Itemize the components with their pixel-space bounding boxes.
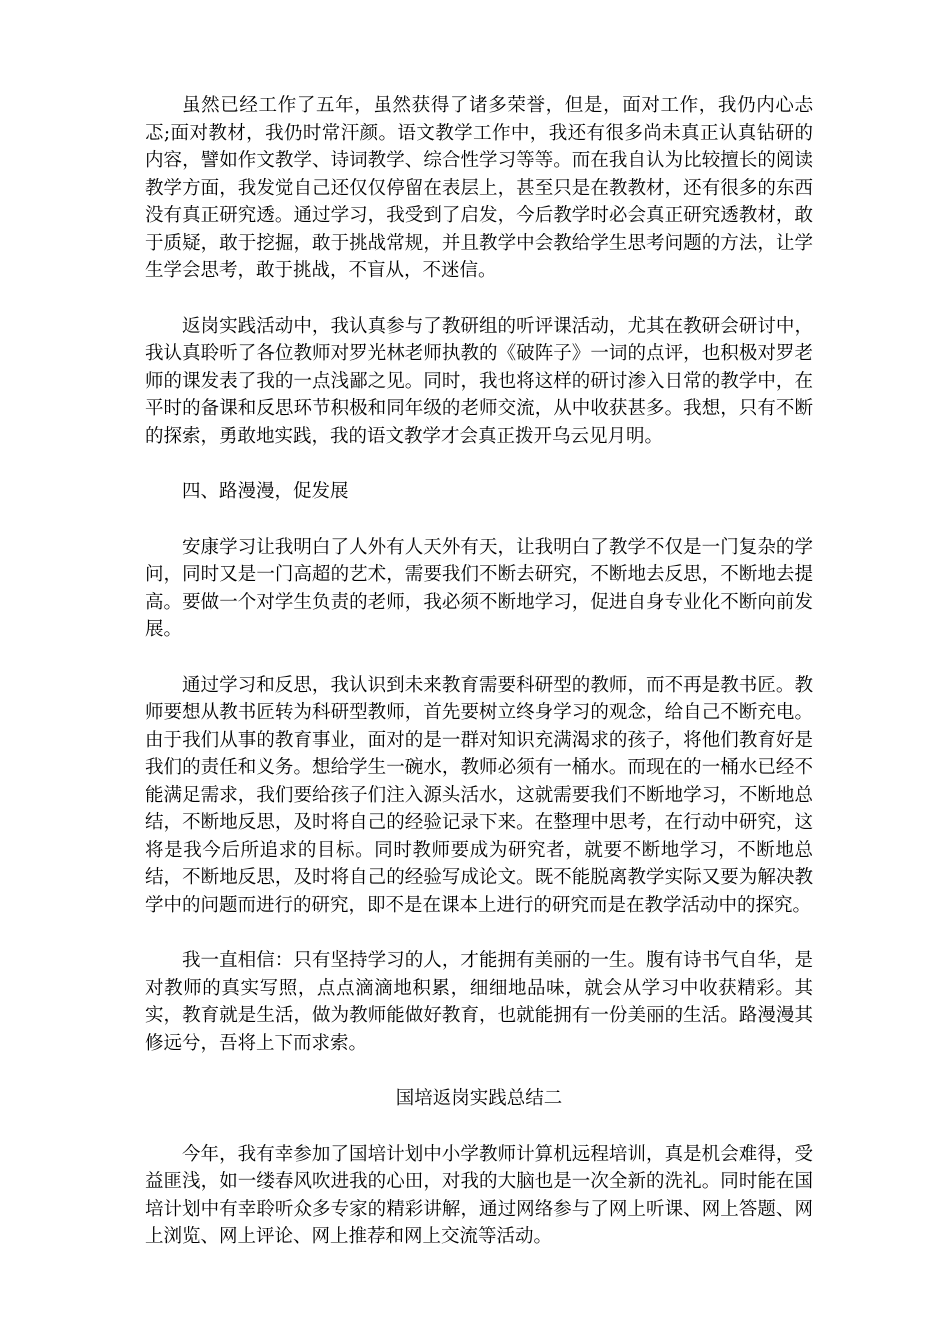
paragraph-research-teacher: 通过学习和反思，我认识到未来教育需要科研型的教师，而不再是教书匠。教师要想从教书匠转为科研型教师，首先要树立终身学习的观念，给自己不断充电。由于我们从事的教育事业，面对的是一群对知识充满渴求的孩子，将他们教育好是我们的责任和义务。想给学生一碗水，教师必须有一桶水。而现在的一桶水已经不能满足需求，我们要给孩子们注入源头活水，这就需要我们不断地学习，不断地总结，不断地反思，及时将自己的经验记录下来。在整理中思考，在行动中研究，这将是我今后所追求的目标。同时教师要成为研究者，就要不断地学习，不断地总结，不断地反思，及时将自己的经验写成论文。既不能脱离教学实际又要为解决教学中的问题而进行的研究，即不是在课本上进行的研究而是在教学活动中的探究。 <box>145 674 813 916</box>
document-section-title: 国培返岗实践总结二 <box>395 1088 563 1109</box>
section-heading-four: 四、路漫漫，促发展 <box>182 481 349 502</box>
document-body <box>145 92 813 1279</box>
paragraph-belief: 我一直相信：只有坚持学习的人，才能拥有美丽的一生。腹有诗书气自华，是对教师的真实写照，点点滴滴地积累，细细地品味，就会从学习中收获精彩。其实，教育就是生活，做为教师能做好教育，也就能拥有一份美丽的生活。路漫漫其修远兮，吾将上下而求索。 <box>145 950 813 1054</box>
paragraph-practice-activity: 返岗实践活动中，我认真参与了教研组的听评课活动，尤其在教研会研讨中，我认真聆听了各位教师对罗光林老师执教的《破阵子》一词的点评，也积极对罗老师的课发表了我的一点浅鄙之见。同时，我也将这样的研讨渗入日常的教学中，在平时的备课和反思环节积极和同年级的老师交流，从中收获甚多。我想，只有不断的探索，勇敢地实践，我的语文教学才会真正拨开乌云见月明。 <box>145 315 813 447</box>
paragraph-national-training: 今年，我有幸参加了国培计划中小学教师计算机远程培训，真是机会难得，受益匪浅，如一缕春风吹进我的心田，对我的大脑也是一次全新的洗礼。同时能在国培计划中有幸聆听众多专家的精彩讲解，通过网络参与了网上听课、网上答题、网上浏览、网上评论、网上推荐和网上交流等活动。 <box>145 1143 813 1247</box>
paragraph-self-reflection: 虽然已经工作了五年，虽然获得了诸多荣誉，但是，面对工作，我仍内心忐忑;面对教材，我仍时常汗颜。语文教学工作中，我还有很多尚未真正认真钻研的内容，譬如作文教学、诗词教学、综合性学习等等。而在我自认为比较擅长的阅读教学方面，我发觉自己还仅仅停留在表层上，甚至只是在教教材，还有很多的东西没有真正研究透。通过学习，我受到了启发，今后教学时必会真正研究透教材，敢于质疑，敢于挖掘，敢于挑战常规，并且教学中会教给学生思考问题的方法，让学生学会思考，敢于挑战，不盲从，不迷信。 <box>145 95 813 281</box>
paragraph-ankang-study: 安康学习让我明白了人外有人天外有天，让我明白了教学不仅是一门复杂的学问，同时又是一门高超的艺术，需要我们不断去研究，不断地去反思，不断地去提高。要做一个对学生负责的老师，我必须不断地学习，促进自身专业化不断向前发展。 <box>145 536 813 640</box>
